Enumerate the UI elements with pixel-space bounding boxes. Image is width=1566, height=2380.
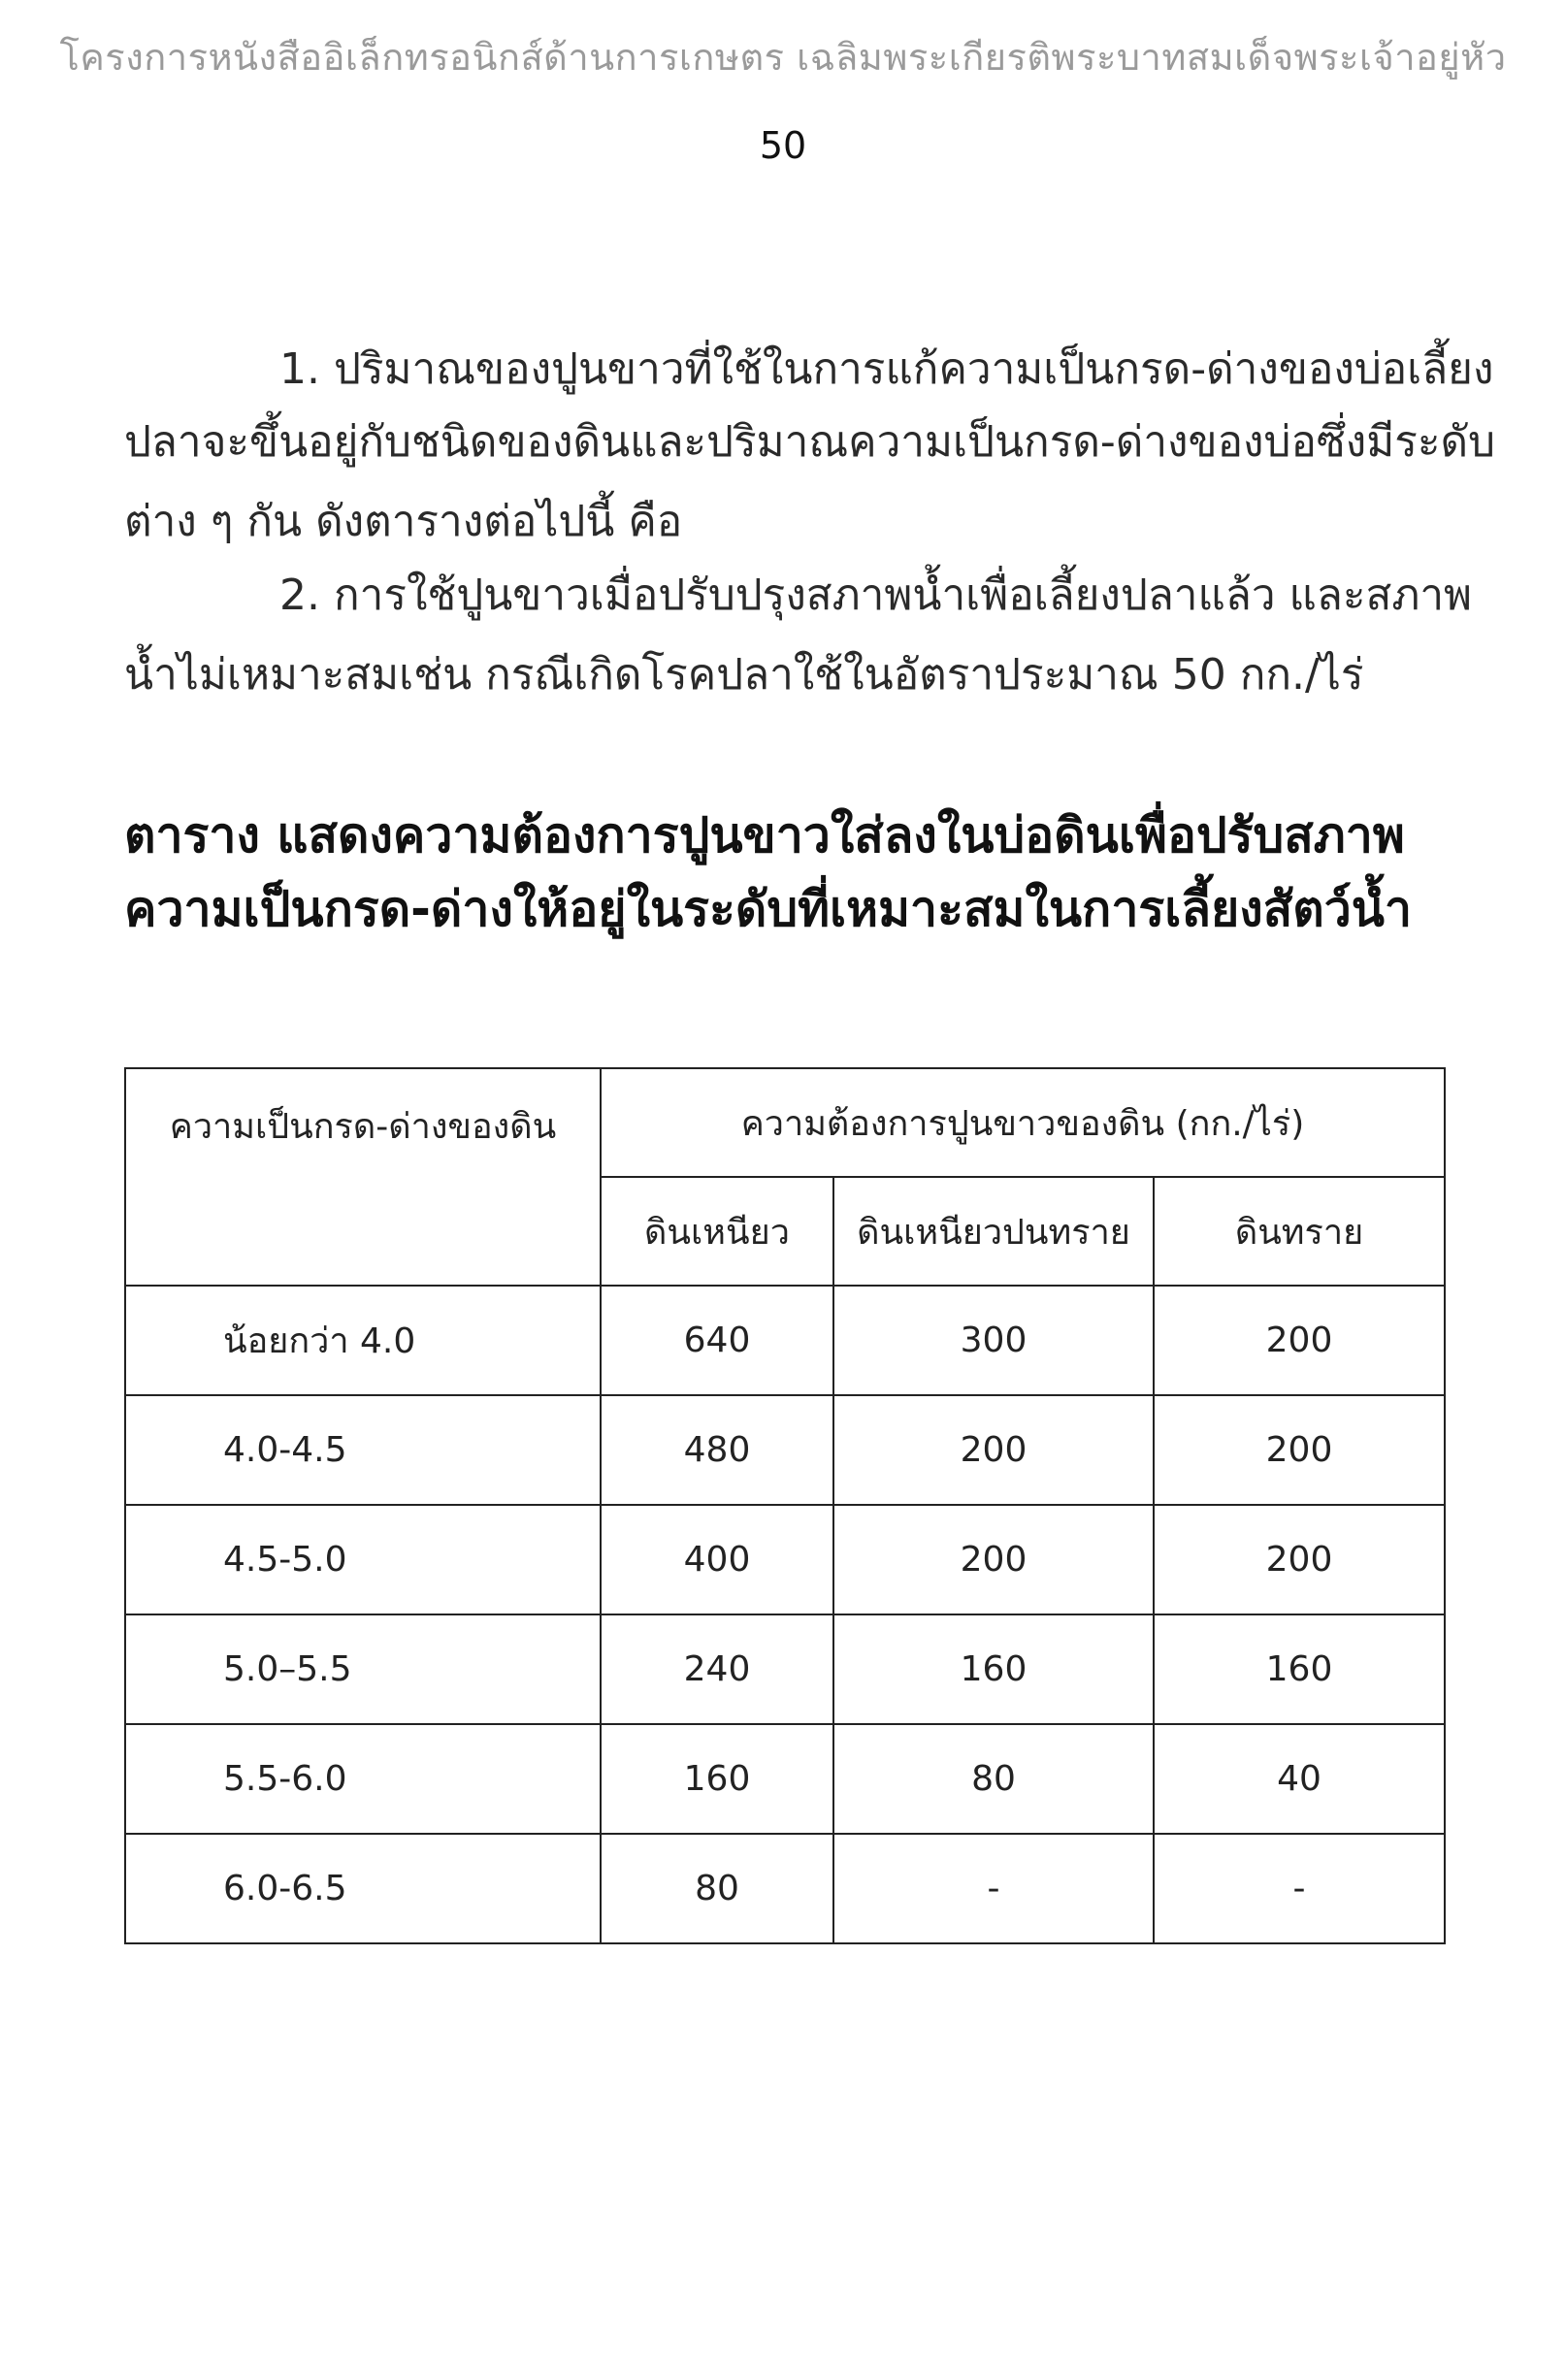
sand-value-cell: 40 — [1154, 1724, 1445, 1834]
table-header-row — [125, 1068, 1445, 1177]
paragraph-2-line-2: น้ำไม่เหมาะสมเช่น กรณีเกิดโรคปลาใช้ในอัตราประมาณ 50 กก./ไร่ — [124, 650, 1364, 700]
clay-value-cell: 640 — [601, 1286, 833, 1395]
clay-value-cell: 480 — [601, 1395, 833, 1505]
ph-range-cell: 4.5-5.0 — [125, 1505, 601, 1614]
table-row — [125, 1724, 1445, 1834]
sand-value-cell: 160 — [1154, 1614, 1445, 1724]
ph-range-cell: 6.0-6.5 — [125, 1834, 601, 1943]
sand-value-cell: 200 — [1154, 1505, 1445, 1614]
soil-type-clay-header: ดินเหนียว — [601, 1177, 833, 1286]
table-row — [125, 1834, 1445, 1943]
clay-value-cell: 160 — [601, 1724, 833, 1834]
clay-sand-value-cell: 80 — [833, 1724, 1154, 1834]
paragraph-1-line-1: 1. ปริมาณของปูนขาวที่ใช้ในการแก้ความเป็นกรด-ด่างของบ่อเลี้ยง — [279, 344, 1494, 394]
table-title-line-1: ตาราง แสดงความต้องการปูนขาวใส่ลงในบ่อดินเพื่อปรับสภาพ — [124, 807, 1405, 864]
table-row — [125, 1286, 1445, 1395]
table-row — [125, 1395, 1445, 1505]
clay-value-cell: 240 — [601, 1614, 833, 1724]
soil-type-sand-header: ดินทราย — [1154, 1177, 1445, 1286]
running-header: โครงการหนังสืออิเล็กทรอนิกส์ด้านการเกษตร เฉลิมพระเกียรติพระบาทสมเด็จพระเจ้าอยู่หัว — [59, 36, 1507, 79]
sand-value-cell: - — [1154, 1834, 1445, 1943]
sand-value-cell: 200 — [1154, 1286, 1445, 1395]
paragraph-1-line-2: ปลาจะขึ้นอยู่กับชนิดของดินและปริมาณความเป็นกรด-ด่างของบ่อซึ่งมีระดับ — [124, 417, 1496, 467]
clay-sand-value-cell: 200 — [833, 1505, 1154, 1614]
clay-sand-value-cell: 200 — [833, 1395, 1154, 1505]
ph-range-cell: 5.0–5.5 — [125, 1614, 601, 1724]
clay-sand-value-cell: - — [833, 1834, 1154, 1943]
ph-range-cell: 4.0-4.5 — [125, 1395, 601, 1505]
ph-range-cell: 5.5-6.0 — [125, 1724, 601, 1834]
clay-value-cell: 80 — [601, 1834, 833, 1943]
ph-range-cell: น้อยกว่า 4.0 — [125, 1286, 601, 1395]
clay-sand-value-cell: 300 — [833, 1286, 1154, 1395]
clay-value-cell: 400 — [601, 1505, 833, 1614]
soil-type-clay-sand-header: ดินเหนียวปนทราย — [833, 1177, 1154, 1286]
requirement-column-header: ความต้องการปูนขาวของดิน (กก./ไร่) — [601, 1068, 1445, 1177]
paragraph-1-line-3: ต่าง ๆ กัน ดังตารางต่อไปนี้ คือ — [124, 497, 683, 546]
lime-requirement-table — [124, 1067, 1446, 1944]
sand-value-cell: 200 — [1154, 1395, 1445, 1505]
table-title-line-2: ความเป็นกรด-ด่างให้อยู่ในระดับที่เหมาะสมในการเลี้ยงสัตว์น้ำ — [124, 881, 1413, 937]
page-number: 50 — [759, 124, 807, 167]
table-row — [125, 1505, 1445, 1614]
clay-sand-value-cell: 160 — [833, 1614, 1154, 1724]
paragraph-2-line-1: 2. การใช้ปูนขาวเมื่อปรับปรุงสภาพน้ำเพื่อเลี้ยงปลาแล้ว และสภาพ — [279, 571, 1473, 620]
table-row — [125, 1614, 1445, 1724]
range-column-header: ความเป็นกรด-ด่างของดิน — [125, 1068, 601, 1286]
